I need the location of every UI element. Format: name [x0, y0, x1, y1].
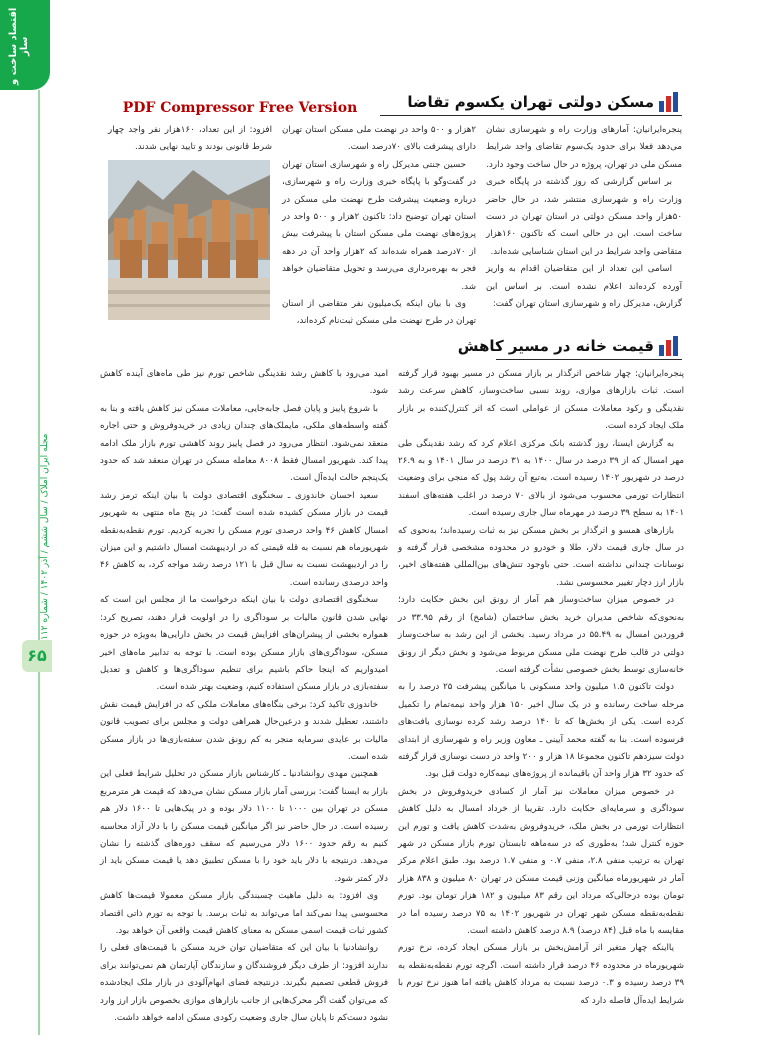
paragraph: وی افزود: به دلیل ماهیت چسبندگی بازار مسکن معمولا قیمت‌ها کاهش محسوسی پیدا نمی‌کند اما می‌تواند به ثبات برسد. با توجه به تورم ذاتی اقتصاد کشور ثبات قیمت اسمی مسکن به معنای کاهش قیمت واقعی آن خواهد بود.: [100, 891, 388, 936]
article2-rule: [496, 359, 682, 360]
article1-rule: [380, 115, 682, 116]
paragraph: اسامی این تعداد از این متقاضیان اقدام به واریز آورده کرده‌اند اعلام نشده است. بر اساس این گزارش، مدیرکل راه و شهرسازی استان تهران گفت:: [486, 264, 682, 310]
page-number: ۶۵: [22, 640, 52, 672]
paragraph: خاندوزی تاکید کرد: برخی بنگاه‌های معاملات ملکی که در افزایش قیمت نقش داشتند، تعطیل شدند و درعین‌حال همراهی دولت و مجلس برای تصویب قانون مالیات بر عایدی سرمایه منجر به کم رونق شدن سفته‌بازی‌ها در بازار مسکن شده است.: [100, 699, 388, 762]
paragraph: در خصوص میزان ساخت‌وساز هم آمار از رونق این بخش حکایت دارد؛ به‌نحوی‌که شاخص مدیران خرید بخش ساختمان (شامخ) از رقم ۳۳.۹۵ در فروردین امسال به ۵۵.۴۹ در مرداد رسید. بخشی از این رشد به ساخت‌وساز دولتی در قالب طرح نهضت ملی مسکن مربوط می‌شود و بخش دیگر از رونق خانه‌سازی توسط بخش خصوصی نشأت گرفته است.: [398, 595, 684, 675]
paragraph: دولت تاکنون ۱.۵ میلیون واحد مسکونی با میانگین پیشرفت ۲۵ درصد را به مرحله ساخت رسانده و در یک سال اخیر ۱۵۰ هزار واحد نیمه‌تمام را تکمیل کرده است. یکی از بخش‌ها که تا ۱۴۰ درصد رشد کرده نوسازی بافت‌های فرسوده است. بنا به گفته محمد آیینی ـ معاون وزیر راه و شهرسازی از ابتدای دولت سیزدهم تاکنون مجموعا ۱۸ هزار و ۲۰۰ واحد در دست نوسازی قرار گرفته که حدود ۳۲ هزار واحد آن باقیمانده از پروژه‌های نیمه‌کاره دولت قبل بود.: [398, 682, 684, 780]
article1-column-left: [108, 122, 272, 158]
article1-column-right: [486, 122, 682, 312]
paragraph: سخنگوی اقتصادی دولت با بیان اینکه درخواست ما از مجلس این است که نهایی شدن قانون مالیات بر سوداگری را در اولویت قرار دهند، تصریح کرد: همواره بخشی از پیشران‌های افزایش قیمت در بخش دارایی‌ها به‌ویژه در حوزه مسکن، سوداگری‌های بازار مسکن بوده است. با توجه به تدابیر ماه‌های اخیر امیدواریم که اینجا حاکم باشیم برای تنظیم سوداگری‌ها و کاهش و تعدیل سفته‌بازی در بازار مسکن استفاده کنیم، وضعیت بهتر شده است.: [100, 595, 388, 693]
paragraph: بر اساس گزارشی که روز گذشته در پایگاه خبری وزارت راه و شهرسازی منتشر شد، در حال حاضر ۵۰هزار واحد مسکن دولتی در استان تهران در دست ساخت است. این در حالی است که تاکنون ۱۶۰هزار متقاضی واجد شرایط در این استان شناسایی شده‌اند.: [486, 177, 682, 257]
paragraph: همچنین مهدی روانشادنیا ـ کارشناس بازار مسکن در تحلیل شرایط فعلی این بازار به ایسنا گفت: بررسی آمار بازار مسکن نشان می‌دهد که قیمت هر مترمربع مسکن در تهران بین ۱۰۰۰ تا ۱۱۰۰ دلار بوده و در پیک‌هایی تا ۱۶۰۰ دلار هم رسیده است. در حال حاضر نیز اگر میانگین قیمت مسکن را با دلار آزاد محاسبه کنیم به رقم حدود ۱۶۰۰ دلار می‌رسیم که سقف دوره‌های گذشته را نشان می‌دهد. درنتیجه با دلار باید خود را با مسکن تطبیق دهد یا قیمت مسکن باید از دلار کمتر شود.: [100, 769, 389, 884]
magazine-issue-line: مجله ایران املاک / سال ششم / آذر ۱۴۰۲ / شماره ۱۱۲: [40, 433, 50, 640]
article2-column-right: [398, 366, 684, 1046]
paragraph: امید می‌رود با کاهش رشد نقدینگی شاخص تورم نیز طی ماه‌های آینده کاهش شود.: [100, 369, 388, 397]
paragraph: ۲هزار و ۵۰۰ واحد در نهضت ملی مسکن استان تهران دارای پیشرفت بالای ۷۰درصد است.: [282, 125, 477, 153]
paragraph: یا‌اینکه چهار متغیر اثر آرامش‌بخش بر بازار مسکن ایجاد کرده، نرخ تورم شهریورماه در محدوده ۴۶ درصد قرار داشته است. اگرچه تورم نقطه‌به‌نقطه به ۳۹ درصد رسیده و ۰.۳ درصد نسبت به مرداد کاهش یافته اما هنوز نرخ تورم با شرایط ایده‌آل فاصله دارد که: [398, 943, 684, 1006]
paragraph: در خصوص میزان معاملات نیز آمار از کسادی خریدوفروش در بخش سوداگری و سرمایه‌ای حکایت دارد. تقریبا از خرداد امسال به دلیل کاهش انتظارات تورمی در بخش ملک، خریدوفروش به‌شدت کاهش یافت و تورم این حوزه کنترل شد؛ به‌طوری که در سه‌ماهه تابستان تورم بازار مسکن در شهر تهران به ترتیب منفی ۲.۸، منفی ۰.۷ و منفی ۱.۷ درصد بود. طبق اعلام مرکز آمار در شهریورماه میانگین وزنی قیمت مسکن در تهران ۸۰ میلیون و ۸۳۸ هزار تومان بوده در‌حالی‌که مرداد این رقم ۸۳ میلیون و ۱۸۲ هزار تومان بود. تورم نقطه‌به‌نقطه مسکن شهر تهران در شهریور ۱۴۰۲ به ۷۵ درصد رسیده اما در مقایسه با ماه قبل (۸۴ درصد) ۸.۹ درصد کاهش داشته است.: [398, 786, 684, 936]
housing-photo: [108, 160, 270, 320]
bar-chart-icon: [658, 336, 680, 356]
pdf-banner: PDF Compressor Free Version: [122, 100, 358, 116]
article1-title: مسکن دولتی تهران یکسوم تقاضا: [407, 93, 654, 111]
paragraph: روانشادنیا با بیان این که متقاضیان توان خرید مسکن با قیمت‌های فعلی را ندارند افزود: از طرف دیگر فروشندگان و سازندگان آپارتمان هم نمی‌توانند برای فروش قطعی تصمیم بگیرند. درنتیجه فضای ابهام‌آلودی در بازار ملک ایجادشده که می‌توان گفت اگر محرک‌هایی از جانب بازارهای موازی بخصوص بازار ارز وارد نشود دست‌کم تا پایان سال جاری وضعیت رکودی مسکن ادامه خواهد داشت.: [100, 943, 388, 1024]
paragraph: با شروع پاییز و پایان فصل جابه‌جایی، معاملات مسکن نیز کاهش یافته و بنا به گفته واسطه‌های ملکی، مایملک‌های چندان زیادی در خریدوفروش و حتی اجاره منعقد نمی‌شود. انتظار می‌رود در فصل پاییز روند کاهشی تورم بازار ملک ادامه پیدا کند. شهریور امسال فقط ۸۰۰۸ معامله مسکن در تهران منعقد شد که حدود یک‌پنجم حالت ایده‌آل است.: [100, 403, 388, 484]
paragraph: افزود: از این تعداد، ۱۶۰هزار نفر واجد چهار شرط قانونی بودند و تایید نهایی شدند.: [108, 125, 272, 153]
bar-chart-icon: [658, 92, 680, 112]
paragraph: سعید احسان خاندوزی ـ سخنگوی اقتصادی دولت با بیان اینکه ترمز رشد قیمت در بازار مسکن کشیده شده است گفت: در پنج ماه منتهی به شهریور امسال کاهش ۴۶ واحد درصدی تورم مسکن را تجربه کردیم. تورم نقطه‌به‌نقطه شهریورماه هم نسبت به قله قیمتی که در اردیبهشت امسال داشتیم و این میزان را در اردیبهشت نسبت به سال قبل با ۱۲۱ درصد رشد مواجه کرد، به کاهش ۴۶ واحد درصدی رسانده است.: [100, 490, 388, 588]
paragraph: به گزارش ایسنا، روز گذشته بانک مرکزی اعلام کرد که رشد نقدینگی طی مهر امسال که از ۳۹ درصد در سال ۱۴۰۰ به ۳۱ درصد در سال ۱۴۰۱ و به ۲۶.۹ درصد در شهریور ۱۴۰۲ رسیده است. به‌تبع آن رشد پول که منجی برای وضعیت انتظارات تورمی محسوب می‌شود از بالای ۷۰ درصد در اغلب هفته‌های اسفند ۱۴۰۱ به سطح ۳۹ درصد در مهرماه سال جاری رسیده است.: [398, 438, 685, 519]
article2-column-left: [100, 366, 388, 1046]
paragraph: پنجره‌ایرانیان: چهار شاخص اثرگذار بر بازار مسکن در مسیر بهبود قرار گرفته است. ثبات بازارهای موازی، روند نسبی ساخت‌وساز، کاهش سرعت رشد نقدینگی و رکود معاملات مسکن از عواملی است که اثر کنترل‌کننده بر بازار ملک ایجاد کرده است.: [398, 369, 684, 432]
paragraph: پنجره‌ایرانیان: آمارهای وزارت راه و شهرسازی نشان می‌دهد فعلا برای حدود یک‌سوم تقاضای واجد شرایط مسکن ملی در تهران، پروژه در حال ساخت وجود دارد.: [486, 125, 682, 170]
article1-column-middle: [282, 122, 477, 327]
paragraph: بازارهای همسو و اثرگذار بر بخش مسکن نیز به ثبات رسیده‌اند؛ به‌نحوی که در سال جاری قیمت دلار، طلا و خودرو در محدوده مشخصی قرار گرفته و نوسانات چندانی نداشته است. حتی باوجود تنش‌های بین‌المللی هفته‌های اخیر، بازار ارز دچار تغییر محسوسی نشد.: [398, 525, 684, 588]
paragraph: وی با بیان اینکه یک‌میلیون نفر متقاضی از استان تهران در طرح نهضت ملی مسکن ثبت‌نام کرده‌اند،: [282, 299, 476, 327]
article2-title: قیمت خانه در مسیر کاهش: [457, 337, 654, 355]
paragraph: حسین جنتی مدیرکل راه و شهرسازی استان تهران در گفت‌وگو با پایگاه خبری وزارت راه و شهرسازی، درباره وضعیت پیشرفت طرح نهضت ملی مسکن در استان تهران توضیح داد: تاکنون ۲هزار و ۵۰۰ واحد در پروژه‌های نهضت ملی مسکن استان با پیشرفت بیش از ۷۰درصد همراه شده‌اند که ۲هزار واحد آن در دهه فجر به بهره‌برداری می‌رسد و تحویل متقاضیان خواهد شد.: [282, 159, 476, 292]
section-tab-label: اقتصاد ساخت و ساز: [8, 7, 30, 85]
